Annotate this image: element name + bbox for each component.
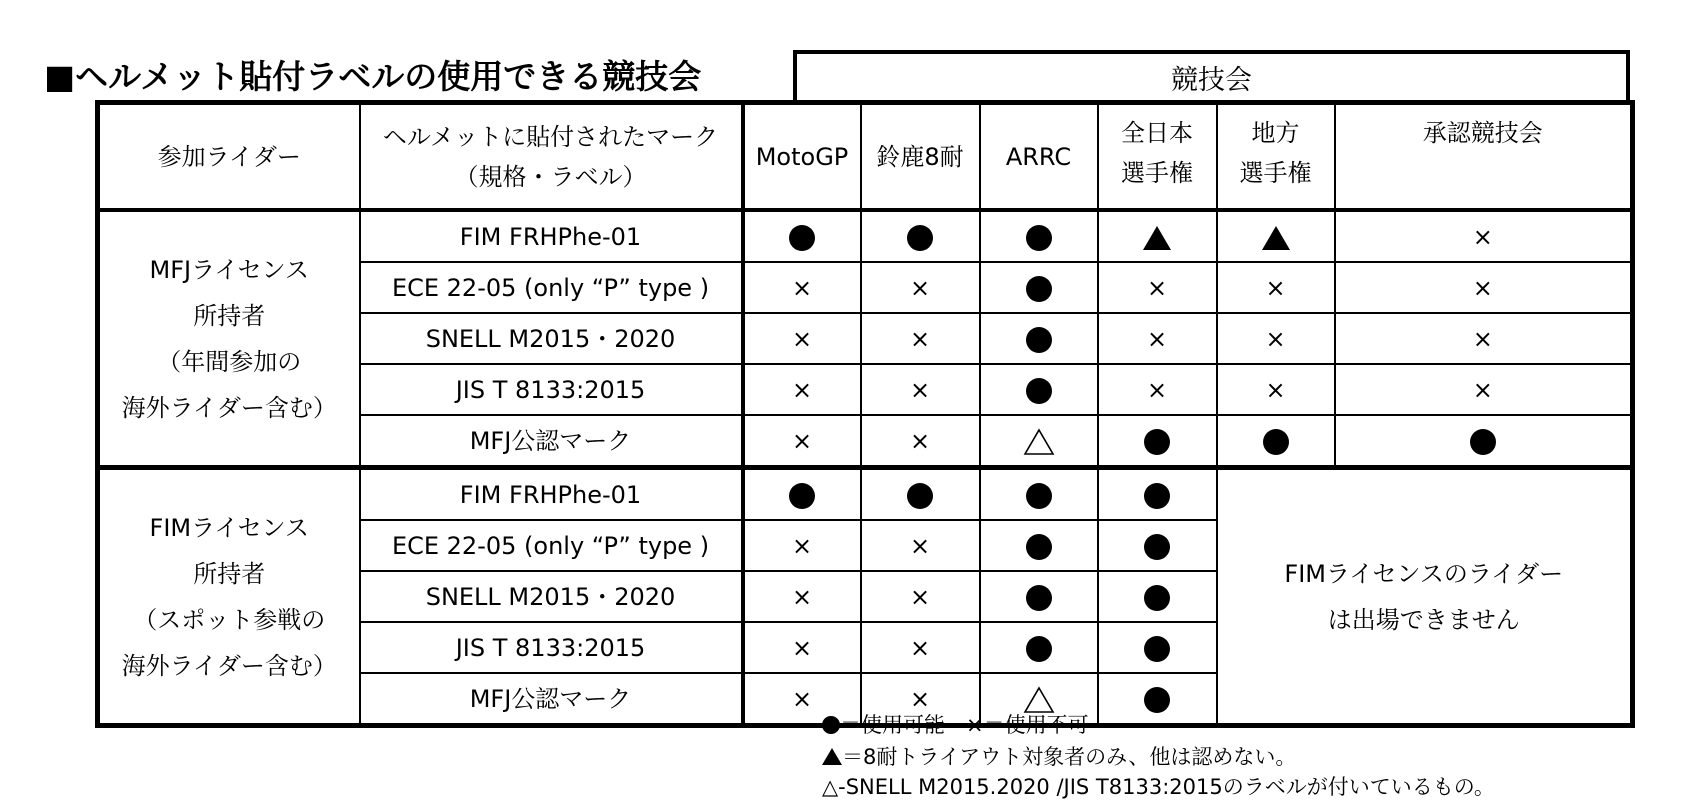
cell-not-available — [1217, 364, 1335, 415]
cell-not-available — [743, 571, 861, 622]
filled-circle-icon — [907, 483, 933, 509]
header-rider: 参加ライダー — [98, 103, 360, 211]
cell-not-available — [861, 415, 980, 468]
rider-type-line: FIMライセンス — [149, 513, 309, 542]
cell-available — [1098, 520, 1217, 571]
cell-available — [980, 622, 1098, 673]
cell-not-available — [743, 313, 861, 364]
cross-mark: × — [791, 324, 813, 353]
filled-triangle-icon — [1143, 226, 1171, 250]
cell-not-available — [861, 622, 980, 673]
cross-mark: × — [1146, 324, 1168, 353]
cross-mark: × — [909, 324, 931, 353]
cell-available — [1098, 673, 1217, 726]
legend-line-2 — [822, 742, 1296, 772]
cell-not-available — [743, 520, 861, 571]
cell-available — [980, 520, 1098, 571]
cell-not-available — [1098, 262, 1217, 313]
header-mark-line2: （規格・ラベル） — [454, 162, 647, 191]
mark-cell: FIM FRHPhe-01 — [360, 210, 743, 262]
helmet-label-table — [95, 100, 1635, 728]
cell-available — [980, 571, 1098, 622]
header-suzuka: 鈴鹿8耐 — [861, 103, 980, 211]
filled-circle-icon — [1026, 378, 1052, 404]
filled-circle-icon — [1144, 534, 1170, 560]
fim-not-allowed-line: は出場できません — [1327, 605, 1520, 634]
cross-mark: × — [1472, 273, 1493, 302]
cross-mark: × — [791, 375, 813, 404]
cell-available — [980, 262, 1098, 313]
cell-tryout-only — [1098, 210, 1217, 262]
fim-not-allowed-line: FIMライセンスのライダー — [1284, 559, 1564, 588]
rider-type-line: MFJライセンス — [149, 255, 309, 284]
cross-mark: × — [909, 273, 931, 302]
mark-cell: SNELL M2015・2020 — [360, 571, 743, 622]
filled-circle-icon — [1144, 585, 1170, 611]
cross-mark: × — [1472, 375, 1493, 404]
filled-circle-icon — [1026, 636, 1052, 662]
cross-mark: × — [1265, 273, 1286, 302]
filled-circle-icon — [789, 225, 815, 251]
legend-line-3: △-SNELL M2015.2020 /JIS T8133:2015のラベルが付いているもの。 — [822, 775, 1495, 799]
table-row — [98, 210, 1633, 262]
cell-conditional — [980, 415, 1098, 468]
rider-type-line: （スポット参戦の — [133, 605, 326, 634]
cell-not-available — [743, 262, 861, 313]
rider-type-line: 海外ライダー含む） — [121, 651, 337, 680]
cross-mark: × — [791, 273, 813, 302]
cross-mark: × — [909, 633, 931, 662]
cell-not-available — [743, 364, 861, 415]
cell-available — [980, 313, 1098, 364]
mark-cell: MFJ公認マーク — [360, 673, 743, 726]
cell-not-available — [861, 520, 980, 571]
filled-circle-icon — [1144, 687, 1170, 713]
cell-available — [743, 468, 861, 521]
legend-line-1-text: ＝使用可能 ×＝使用不可 — [840, 713, 1089, 737]
open-triangle-icon — [1023, 428, 1055, 456]
header-all-japan — [1098, 103, 1217, 211]
filled-circle-icon — [789, 483, 815, 509]
cross-mark: × — [909, 582, 931, 611]
cross-mark: × — [909, 531, 931, 560]
mark-cell: SNELL M2015・2020 — [360, 313, 743, 364]
mark-cell: JIS T 8133:2015 — [360, 364, 743, 415]
cell-available — [1098, 415, 1217, 468]
header-mark-line1: ヘルメットに貼付されたマーク — [382, 122, 719, 151]
rider-type-line: 海外ライダー含む） — [121, 393, 337, 422]
cross-mark: × — [1472, 222, 1493, 251]
cross-mark: × — [791, 684, 813, 713]
header-mark — [360, 103, 743, 211]
cell-not-available — [1098, 364, 1217, 415]
cross-mark: × — [1265, 375, 1286, 404]
cell-available — [861, 468, 980, 521]
header-regional-line1: 地方 — [1251, 119, 1300, 147]
filled-triangle-icon — [1262, 226, 1290, 250]
cross-mark: × — [909, 426, 931, 455]
cross-mark: × — [1146, 273, 1168, 302]
fim-not-allowed-note — [1217, 468, 1633, 726]
mark-cell: ECE 22-05 (only “P” type ) — [360, 520, 743, 571]
cell-available — [861, 210, 980, 262]
rider-type-cell — [98, 468, 360, 726]
cell-tryout-only — [1217, 210, 1335, 262]
mark-cell: FIM FRHPhe-01 — [360, 468, 743, 521]
cell-not-available — [1335, 364, 1633, 415]
cell-available — [980, 210, 1098, 262]
cross-mark: × — [909, 375, 931, 404]
cell-not-available — [1335, 210, 1633, 262]
competition-header: 競技会 — [793, 50, 1630, 100]
filled-triangle-icon — [822, 748, 842, 765]
header-arrc: ARRC — [980, 103, 1098, 211]
filled-circle-icon — [1026, 327, 1052, 353]
cell-not-available — [1335, 313, 1633, 364]
rider-type-line: （年間参加の — [157, 347, 302, 376]
header-row — [98, 103, 1633, 211]
cell-not-available — [861, 364, 980, 415]
header-regional-line2: 選手権 — [1239, 159, 1312, 187]
filled-circle-icon — [1144, 636, 1170, 662]
header-all-japan-line2: 選手権 — [1121, 159, 1193, 187]
cell-not-available — [1217, 262, 1335, 313]
mark-cell: ECE 22-05 (only “P” type ) — [360, 262, 743, 313]
header-regional — [1217, 103, 1335, 211]
cross-mark: × — [791, 531, 813, 560]
cell-available — [980, 364, 1098, 415]
cell-available — [1098, 468, 1217, 521]
mark-cell: MFJ公認マーク — [360, 415, 743, 468]
filled-circle-icon — [1026, 534, 1052, 560]
filled-circle-icon — [1026, 585, 1052, 611]
rider-type-cell — [98, 210, 360, 468]
cell-available — [1098, 571, 1217, 622]
header-approved — [1335, 103, 1633, 211]
cross-mark: × — [791, 633, 813, 662]
cross-mark: × — [1265, 324, 1286, 353]
cross-mark: × — [791, 582, 813, 611]
cell-not-available — [861, 571, 980, 622]
cross-mark: × — [1472, 324, 1493, 353]
cell-not-available — [861, 313, 980, 364]
cell-not-available — [1098, 313, 1217, 364]
cell-not-available — [743, 622, 861, 673]
cross-mark: × — [909, 684, 931, 713]
header-approved-label: 承認競技会 — [1422, 119, 1543, 147]
filled-circle-icon — [1026, 225, 1052, 251]
rider-type-line: 所持者 — [193, 559, 266, 588]
cross-mark: × — [1146, 375, 1168, 404]
legend-line-1 — [822, 710, 1089, 740]
filled-circle-icon — [907, 225, 933, 251]
filled-circle-icon — [1026, 483, 1052, 509]
mark-cell: JIS T 8133:2015 — [360, 622, 743, 673]
header-all-japan-line1: 全日本 — [1121, 119, 1193, 147]
cell-available — [980, 468, 1098, 521]
cell-available — [743, 210, 861, 262]
filled-circle-icon — [1144, 429, 1170, 455]
cell-available — [1217, 415, 1335, 468]
filled-circle-icon — [1470, 429, 1496, 455]
cell-not-available — [743, 415, 861, 468]
header-motogp: MotoGP — [743, 103, 861, 211]
legend-line-2-text: ＝8耐トライアウト対象者のみ、他は認めない。 — [842, 745, 1297, 769]
table-row — [98, 468, 1633, 521]
cell-not-available — [1335, 262, 1633, 313]
cell-not-available — [861, 262, 980, 313]
filled-circle-icon — [822, 716, 840, 734]
filled-circle-icon — [1026, 276, 1052, 302]
cell-available — [1098, 622, 1217, 673]
filled-circle-icon — [1144, 483, 1170, 509]
cell-available — [1335, 415, 1633, 468]
filled-circle-icon — [1263, 429, 1289, 455]
cross-mark: × — [791, 426, 813, 455]
cell-not-available — [1217, 313, 1335, 364]
page-title: ■ヘルメット貼付ラベルの使用できる競技会 — [44, 57, 702, 96]
rider-type-line: 所持者 — [193, 301, 266, 330]
table-body — [98, 210, 1633, 726]
